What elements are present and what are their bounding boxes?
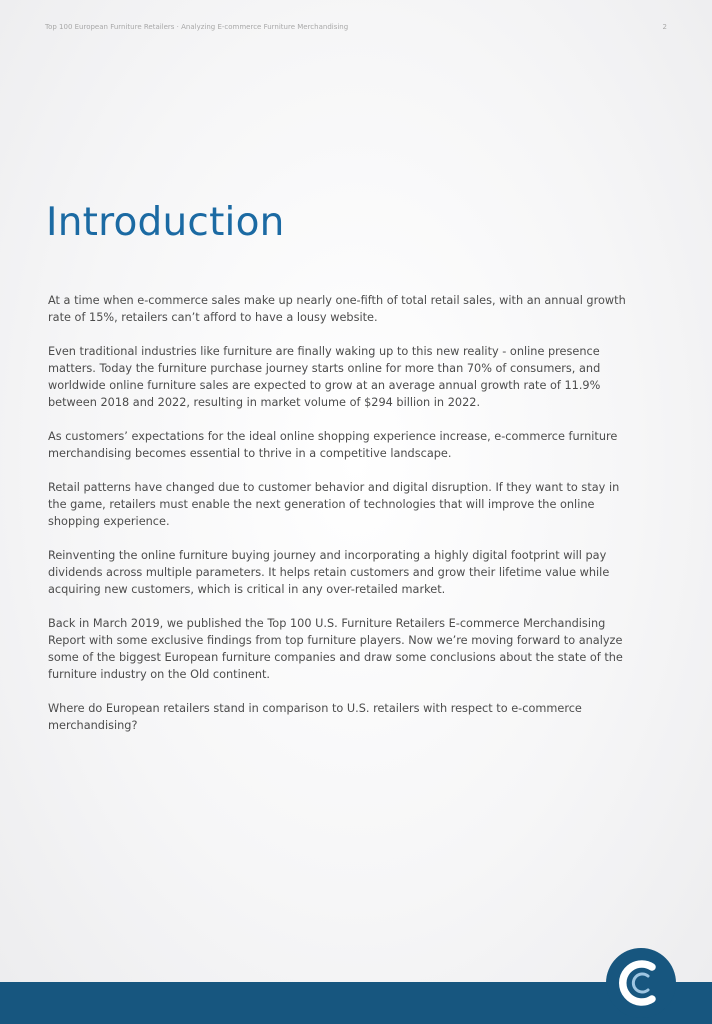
paragraph: Retail patterns have changed due to customer behavior and digital disruption. If they want to stay in the game, retailers must enable the next generation of technologies that will improve the online shopping experience. <box>48 481 620 528</box>
paragraph: Reinventing the online furniture buying journey and incorporating a highly digital footprint will pay dividends across multiple parameters. It helps retain customers and grow their lifetime value while acquiring new customers, which is critical in any over-retailed market. <box>48 549 610 596</box>
paragraph: As customers’ expectations for the ideal online shopping experience increase, e-commerce furniture merchandising becomes essential to thrive in a competitive landscape. <box>48 430 618 460</box>
running-head: Top 100 European Furniture Retailers · Analyzing E-commerce Furniture Merchandising <box>45 23 349 31</box>
brand-logo-icon <box>605 947 677 1019</box>
page-number: 2 <box>662 23 667 31</box>
paragraph: Even traditional industries like furniture are finally waking up to this new reality - online presence matters. Today the furniture purchase journey starts online for more than 70% of consumers, and worldwide online furniture sales are expected to grow at an average annual growth rate of 11.9% between 2018 and 2022, resulting in market volume of $294 billion in 2022. <box>48 345 601 409</box>
body-text <box>48 292 638 751</box>
page-header <box>45 23 667 35</box>
paragraph: Where do European retailers stand in comparison to U.S. retailers with respect to e-commerce merchandising? <box>48 702 582 732</box>
page-title: Introduction <box>46 200 285 245</box>
paragraph: At a time when e-commerce sales make up nearly one-fifth of total retail sales, with an annual growth rate of 15%, retailers can’t afford to have a lousy website. <box>48 294 626 324</box>
paragraph: Back in March 2019, we published the Top 100 U.S. Furniture Retailers E-commerce Merchandising Report with some exclusive findings from top furniture players. Now we’re moving forward to analyze some of the biggest European furniture companies and draw some conclusions about the state of the furniture industry on the Old continent. <box>48 617 623 681</box>
